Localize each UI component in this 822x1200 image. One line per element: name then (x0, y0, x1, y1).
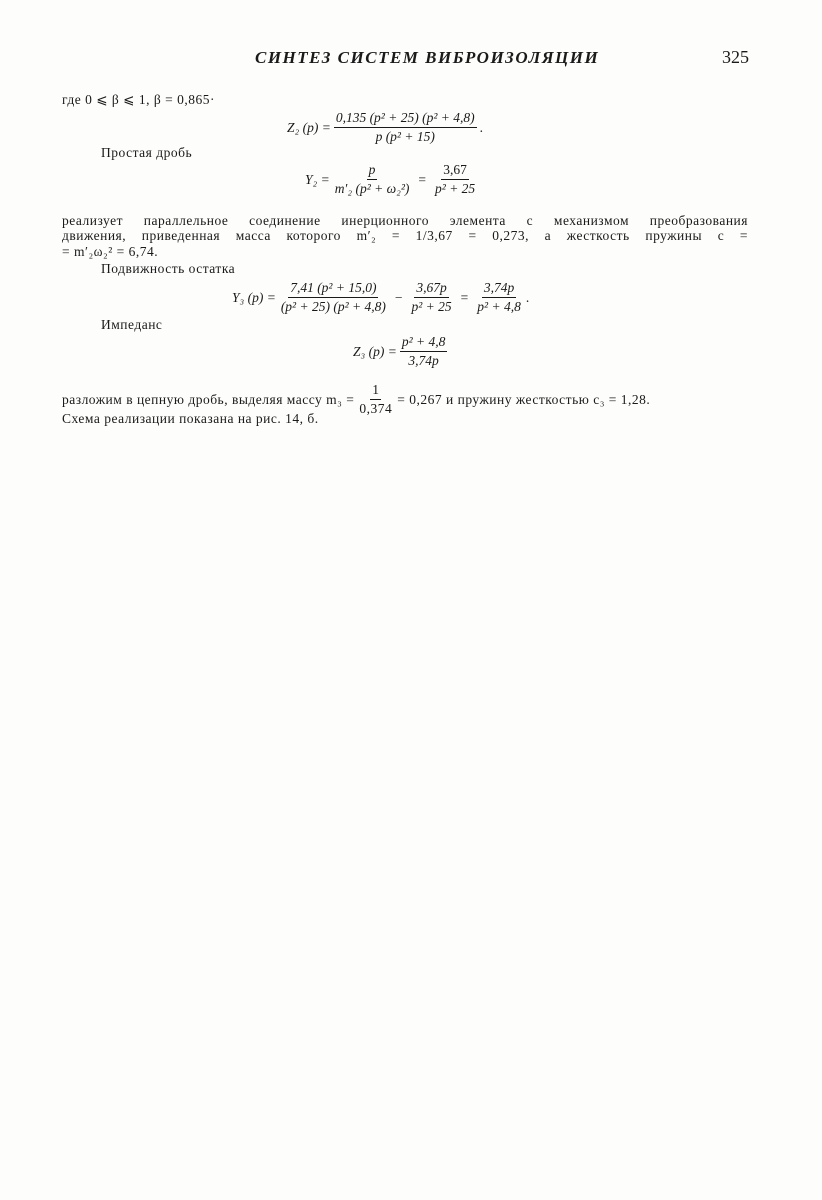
eq-y2-fraction-1 (333, 162, 412, 197)
eq-z3-denominator: 3,74p (408, 353, 439, 368)
eq-y2-numerator-2: 3,67 (441, 162, 469, 180)
eq-y3-equals: = (460, 289, 469, 305)
eq-z3-lhs: Z₃ (p) = (353, 343, 397, 359)
eq-z2-fraction (334, 110, 477, 145)
equation-z3 (353, 334, 450, 369)
mass-fraction (357, 382, 394, 417)
paragraph-2-line-2: Схема реализации показана на рис. 14, б. (62, 411, 319, 426)
eq-y3-denominator-1: (p² + 25) (p² + 4,8) (280, 299, 386, 314)
eq-z2-end: . (479, 119, 483, 135)
remainder-label: Подвижность остатка (101, 261, 236, 276)
paragraph-2-pre: разложим в цепную дробь, выделяя массу m₃ = (62, 391, 355, 407)
eq-z2-numerator: 0,135 (p² + 25) (p² + 4,8) (334, 110, 477, 128)
paragraph-1-line-1: реализует параллельное соединение инерционного элемента с механизмом преобразования (62, 213, 748, 228)
mass-fraction-denominator: 0,374 (359, 401, 393, 416)
paragraph-2-post: = 0,267 и пружину жесткостью c₃ = 1,28. (397, 391, 651, 407)
eq-y3-denominator-3: p² + 4,8 (477, 299, 521, 314)
eq-z2-lhs: Z₂ (p) = (287, 119, 331, 135)
eq-z3-numerator: p² + 4,8 (400, 334, 448, 352)
equation-z2 (287, 110, 483, 145)
eq-y2-denominator-1: m′₂ (p² + ω₂²) (334, 181, 410, 196)
eq-y3-fraction-3 (475, 280, 523, 315)
eq-y2-denominator-2: p² + 25 (435, 181, 476, 196)
simple-fraction-label: Простая дробь (101, 145, 193, 160)
eq-y3-end: . (525, 289, 530, 305)
page-number: 325 (722, 47, 749, 67)
eq-y3-numerator-1: 7,41 (p² + 15,0) (288, 280, 378, 298)
running-title: СИНТЕЗ СИСТЕМ ВИБРОИЗОЛЯЦИИ (255, 48, 600, 67)
eq-y3-fraction-2 (409, 280, 453, 315)
eq-y3-fraction-1 (279, 280, 388, 315)
eq-y3-numerator-2: 3,67p (414, 280, 448, 298)
eq-y2-equals: = (418, 171, 427, 187)
eq-y2-numerator-1: p (367, 162, 378, 180)
eq-y3-lhs: Y₃ (p) = (232, 289, 276, 305)
equation-y2 (305, 162, 480, 197)
eq-y3-denominator-2: p² + 25 (411, 299, 452, 314)
eq-y3-minus: − (394, 289, 403, 305)
condition-line: где 0 ⩽ β ⩽ 1, β = 0,865· (62, 92, 215, 107)
eq-y2-lhs: Y₂ = (305, 171, 330, 187)
eq-z3-fraction (400, 334, 448, 369)
eq-y2-fraction-2 (433, 162, 477, 197)
impedance-label: Импеданс (101, 317, 163, 332)
eq-z2-denominator: p (p² + 15) (375, 129, 435, 144)
eq-y3-numerator-3: 3,74p (482, 280, 516, 298)
mass-fraction-numerator: 1 (370, 382, 381, 400)
paragraph-1-line-2: движения, приведенная масса которого m′₂ = 1/3,67 = 0,273, а жесткость пружины c = (62, 228, 748, 243)
paragraph-1-line-3: = m′₂ω₂² = 6,74. (62, 244, 159, 259)
equation-y3 (232, 280, 529, 315)
